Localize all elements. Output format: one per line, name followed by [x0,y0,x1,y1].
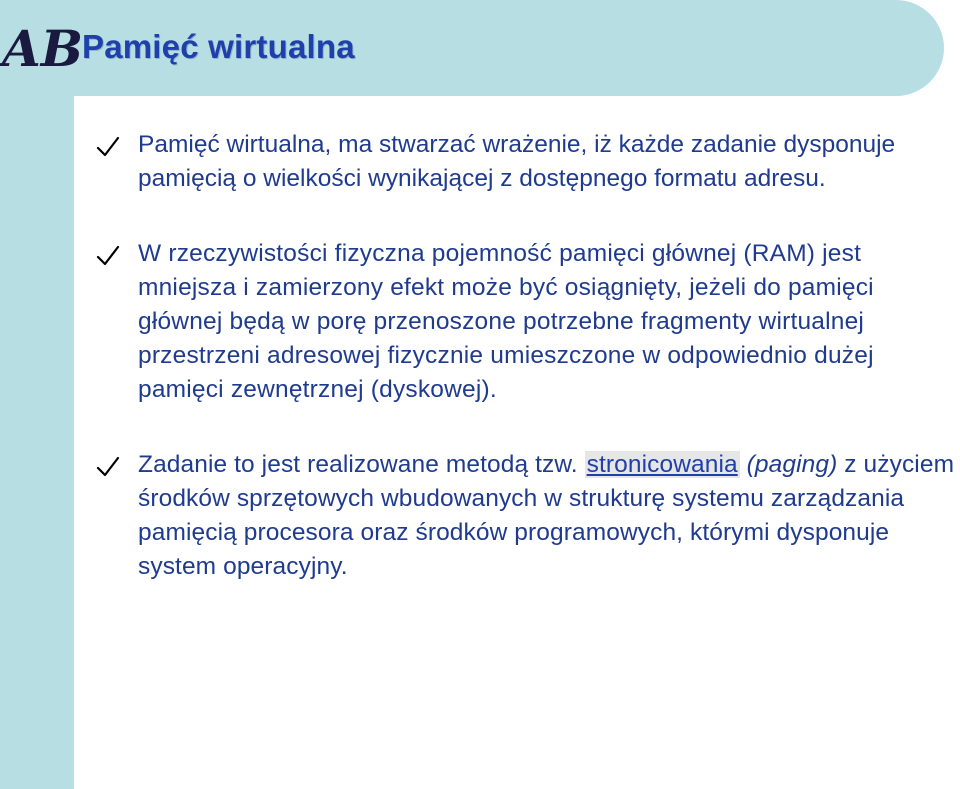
checkmark-icon [96,245,120,267]
highlighted-term: stronicowania [586,451,738,478]
bullet-item [96,237,956,407]
svg-text:AB: AB [2,19,84,78]
bullet-item [96,128,956,196]
ab-logo-icon [2,19,84,78]
english-term: (paging) [746,451,838,478]
bullet-text: Pamięć wirtualna, ma stwarzać wrażenie, iż każde zadanie dysponuje pamięcią o wielkości wynikającej z dostępnego formatu adresu. [138,131,896,192]
bullet-item [96,448,956,584]
checkmark-icon [96,136,120,158]
slide-title: Pamięć wirtualna [82,28,355,65]
bullet-text-end: z użyciem środków sprzętowych wbudowanych w strukturę systemu zarządzania pamięcią procesora oraz środków programowych, którymi dysponuje system operacyjny. [138,451,955,580]
checkmark-icon [96,456,120,478]
left-decorative-band [0,0,74,789]
bullet-text-start: Zadanie to jest realizowane metodą tzw. [138,451,585,478]
slide-content [96,128,956,584]
bullet-text: W rzeczywistości fizyczna pojemność pamięci głównej (RAM) jest mniejsza i zamierzony efekt może być osiągnięty, jeżeli do pamięci głównej będą w porę przenoszone potrzebne fragmenty wirtualnej przestrzeni adresowej fizycznie umieszczone w odpowiednio dużej pamięci zewnętrznej (dyskowej). [138,240,874,403]
